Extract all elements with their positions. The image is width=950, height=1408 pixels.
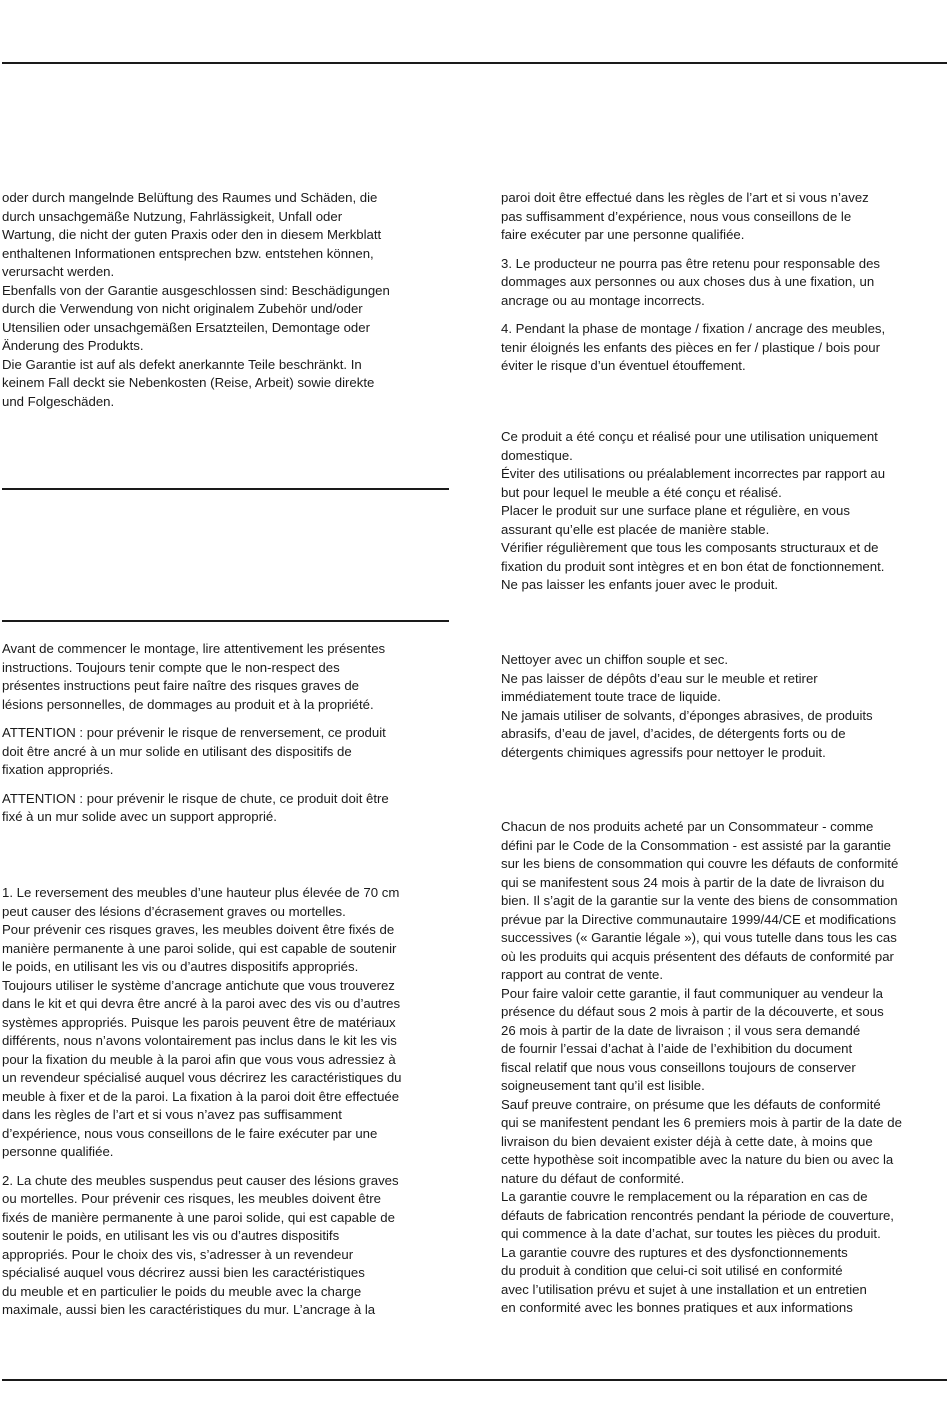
warranty-paragraph: Chacun de nos produits acheté par un Consommateur - comme défini par le Code de la Consommation - est assisté par la garantie sur les biens de consommation qui couvre les défauts de conformité qui se manifestent sous 24 mois à partir de la date de livraison du bien. Il s’agit de la garantie sur la vente des biens de consommation prévue par la Directive communautaire 1999/44/CE et modifications successives (« Garantie légale »), qui vous tutelle dans tous les cas où les produits qui acquis présentent des défauts de conformité par rapport au contrat de vente. Pour faire valoir cette garantie, il faut communiquer au vendeur la présence du défaut sous 2 mois à partir de la découverte, et sous 26 mois à partir de la date de livraison ; il vous sera demandé de fournir l’essai d’achat à l’aide de l’exhibition du document fiscal relatif que nous vous conseillons toujours de conserver soigneusement tant qu’il est lisible. Sauf preuve contraire, on présume que les défauts de conformité qui se manifestent pendant les 6 premiers mois à partir de la date de livraison du bien devaient exister déjà à cette date, à moins que cette hypothèse soit incompatible avec la nature du bien ou avec la nature du défaut de conformité. La garantie couvre le remplacement ou la réparation en cas de défauts de fabrication rencontrés pendant la période de couverture, qui commence à la date d’achat, sur toutes les pièces du produit. La garantie couvre des ruptures et des dysfonctionnements du produit à condition que celui-ci soit utilisé en conformité avec l’utilisation prévu et sujet à une installation et un entretien en conformité avec les bonnes pratiques et aux informations xyxy=(501,819,902,1315)
right-column-usage xyxy=(501,428,948,595)
right-column-cleaning xyxy=(501,651,948,762)
attention-falling: ATTENTION : pour prévenir le risque de chute, ce produit doit être fixé à un mur solide avec un support approprié. xyxy=(2,790,389,824)
instruction-1: 1. Le reversement des meubles d’une hauteur plus élevée de 70 cm peut causer des lésions d’écrasement graves ou mortelles. Pour prévenir ces risques graves, les meubles doivent être fixés de manière permanente à une paroi solide, qui est capable de soutenir le poids, en utilisant les vis ou d’autres dispositifs appropriés. Toujours utiliser le système d’ancrage antichute que vous trouverez dans le kit et qui devra être ancré à la paroi avec des vis ou d’autres systèmes appropriés. Puisque les parois peuvent être de matériaux différents, nous n’avons volontairement pas inclus dans le kit les vis pour la fixation du meuble à la paroi afin que vous vous adressiez à un revendeur spécialisé auquel vous décrirez les caractéristiques du meuble à fixer et de la paroi. La fixation à la paroi doit être effectuée dans les règles de l’art et si vous n’avez pas suffisamment d’expérience, nous vous conseillons de le faire exécuter par une personne qualifiée. xyxy=(2,885,402,1159)
intro-paragraph: Avant de commencer le montage, lire attentivement les présentes instructions. Toujours tenir compte que le non-respect des présentes instructions peut faire naître des risques graves de lésions personnelles, de dommages au produit et à la propriété. xyxy=(2,641,386,712)
top-rule xyxy=(2,62,947,64)
right-column-warranty xyxy=(501,818,948,1318)
cleaning-paragraph: Nettoyer avec un chiffon souple et sec. Ne pas laisser de dépôts d’eau sur le meuble et retirer immédiatement toute trace de liquide. Ne jamais utiliser de solvants, d’éponges abrasives, de produits abrasifs, d’eau de javel, d’acides, de détergents forts ou de détergents chimiques agressifs pour nettoyer le produit. xyxy=(501,652,873,760)
left-column-instructions xyxy=(2,884,460,1320)
right-column-top xyxy=(501,189,948,376)
left-column xyxy=(2,189,460,411)
left-column-safety xyxy=(2,640,460,837)
instruction-2: 2. La chute des meubles suspendus peut causer des lésions graves ou mortelles. Pour prévenir ces risques, les meubles doivent être fixés de manière permanente à une paroi solide, qui est capable de soutenir le poids, en utilisant les vis ou d’autres dispositifs appropriés. Pour le choix des vis, s’adresser à un revendeur spécialisé auquel vous décrirez aussi bien les caractéristiques du meuble et en particulier le poids du meuble avec la charge maximale, aussi bien les caractéristiques du mur. L’ancrage à la xyxy=(2,1172,399,1317)
usage-paragraph: Ce produit a été conçu et réalisé pour une utilisation uniquement domestique. Éviter des utilisations ou préalablement incorrectes par rapport au but pour lequel le meuble a été conçu et réalisé. Placer le produit sur une surface plane et régulière, en vous assurant qu’elle est placée de manière stable. Vérifier régulièrement que tous les composants structuraux et de fixation du produit sont intègres et en bon état de fonctionnement. Ne pas laisser les enfants jouer avec le produit. xyxy=(501,429,886,592)
left-section-rule-1 xyxy=(2,488,449,490)
instruction-2-continued: paroi doit être effectué dans les règles de l’art et si vous n’avez pas suffisamment d’expérience, nous vous conseillons de le faire exécuter par une personne qualifiée. xyxy=(501,190,869,242)
instruction-3: 3. Le producteur ne pourra pas être retenu pour responsable des dommages aux personnes ou aux choses dus à une fixation, un ancrage ou au montage incorrects. xyxy=(501,255,881,308)
attention-tipping: ATTENTION : pour prévenir le risque de renversement, ce produit doit être ancré à un mur solide en utilisant des dispositifs de fixation appropriés. xyxy=(2,725,386,777)
warranty-exclusions-german: oder durch mangelnde Belüftung des Raumes und Schäden, die durch unsachgemäße Nutzung, Fahrlässigkeit, Unfall oder Wartung, die nicht der guten Praxis oder den in diesem Merkblatt enthaltenen Informationen entsprechen bzw. entstehen können, verursacht werden. Ebenfalls von der Garantie ausgeschlossen sind: Beschädigungen durch die Verwendung von nicht originalem Zubehör und/oder Utensilien oder unsachgemäßen Ersatzteilen, Demontage oder Änderung des Produkts. Die Garantie ist auf als defekt anerkannte Teile beschränkt. In keinem Fall deckt sie Nebenkosten (Reise, Arbeit) sowie direkte und Folgeschäden. xyxy=(2,190,390,409)
bottom-rule xyxy=(2,1379,947,1381)
instruction-4: 4. Pendant la phase de montage / fixation / ancrage des meubles, tenir éloignés les enfants des pièces en fer / plastique / bois pour éviter le risque d’un éventuel étouffement. xyxy=(501,321,886,373)
left-section-rule-2 xyxy=(2,620,449,622)
